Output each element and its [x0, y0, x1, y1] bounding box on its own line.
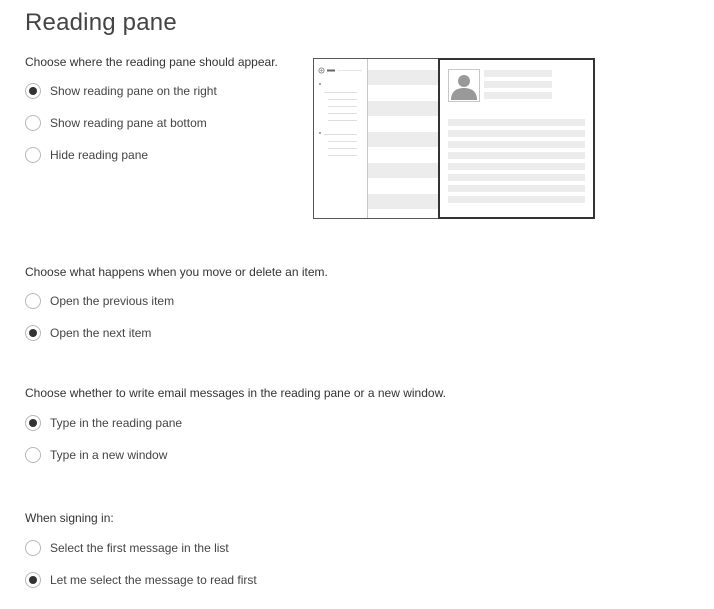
preview-reading-pane	[438, 58, 595, 219]
option-label: Show reading pane on the right	[50, 84, 217, 98]
option-show-bottom[interactable]	[25, 113, 207, 133]
option-open-next[interactable]	[25, 323, 151, 343]
reading-pane-position-label: Choose where the reading pane should appear.	[25, 55, 278, 69]
option-show-right[interactable]	[25, 81, 217, 101]
option-label: Hide reading pane	[50, 148, 149, 162]
option-let-me-select[interactable]	[25, 570, 257, 590]
radio-select-first[interactable]	[25, 540, 41, 556]
option-type-reading-pane[interactable]	[25, 413, 182, 433]
radio-show-right[interactable]	[25, 83, 41, 99]
avatar-placeholder-icon	[448, 69, 480, 102]
preview-message-list	[368, 59, 438, 218]
preview-nav-icon	[314, 59, 367, 218]
radio-open-next[interactable]	[25, 325, 41, 341]
radio-hide[interactable]	[25, 147, 41, 163]
option-type-new-window[interactable]	[25, 445, 167, 465]
option-select-first[interactable]	[25, 538, 229, 558]
option-label: Select the first message in the list	[50, 541, 229, 555]
preview-nav-pane	[314, 59, 368, 218]
radio-type-new-window[interactable]	[25, 447, 41, 463]
reading-pane-preview	[313, 58, 595, 219]
radio-type-reading-pane[interactable]	[25, 415, 41, 431]
option-open-previous[interactable]	[25, 291, 174, 311]
option-label: Type in the reading pane	[50, 416, 183, 430]
radio-open-previous[interactable]	[25, 293, 41, 309]
option-label: Show reading pane at bottom	[50, 116, 207, 130]
radio-let-me-select[interactable]	[25, 572, 41, 588]
move-delete-label: Choose what happens when you move or delete an item.	[25, 265, 328, 279]
option-label: Let me select the message to read first	[50, 573, 257, 587]
option-label: Open the previous item	[50, 294, 175, 308]
option-label: Open the next item	[50, 326, 152, 340]
compose-label: Choose whether to write email messages in the reading pane or a new window.	[25, 386, 446, 400]
radio-show-bottom[interactable]	[25, 115, 41, 131]
page-title: Reading pane	[25, 9, 177, 36]
signing-in-label: When signing in:	[25, 511, 114, 525]
option-label: Type in a new window	[50, 448, 168, 462]
option-hide[interactable]	[25, 145, 148, 165]
